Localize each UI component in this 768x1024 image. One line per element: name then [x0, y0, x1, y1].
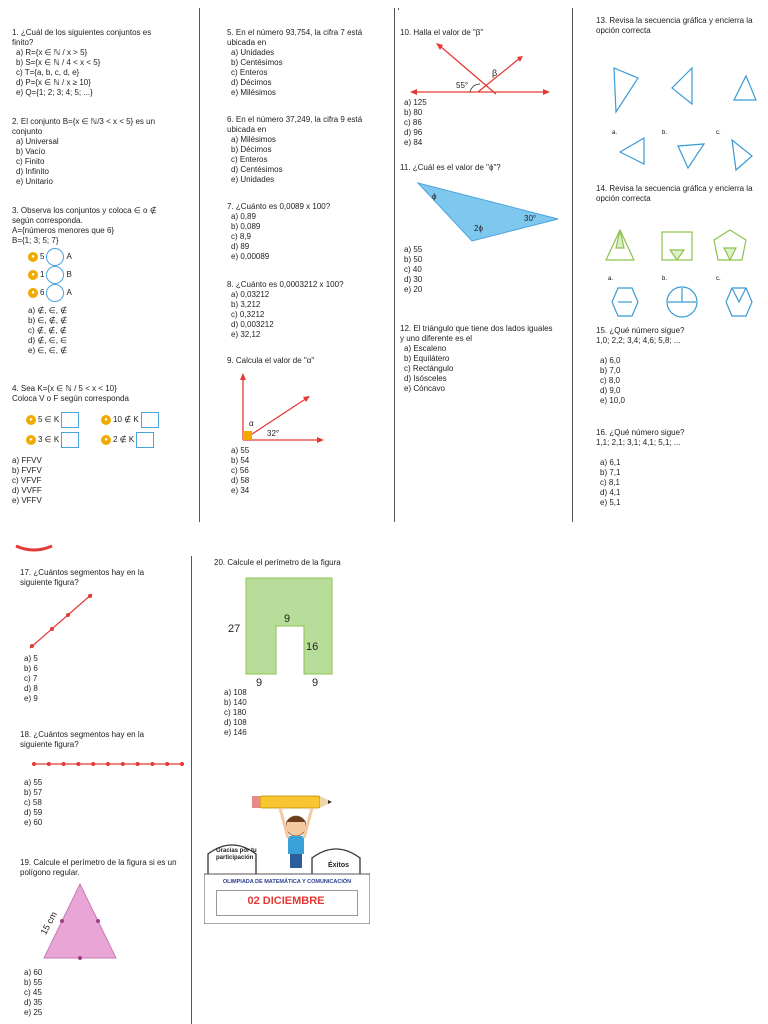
question-9 [227, 356, 392, 496]
vf-item: ● 10 ∉ K [101, 410, 176, 430]
question-19 [20, 858, 188, 1018]
banner-title: OLIMPIADA DE MATEMÁTICA Y COMUNICACIÓN [222, 879, 352, 885]
dim-label: 9 [256, 677, 263, 688]
option: d) VVFF [12, 486, 42, 495]
option: b) 6 [24, 664, 38, 673]
question-20 [214, 558, 394, 738]
option: e) 0,00089 [231, 252, 270, 261]
bullet-icon: ● [28, 252, 38, 262]
question-text: 3. Observa los conjuntos y coloca ∈ o ∉ según corresponda. A={números menores que 6} B={1; 3; 5; 7} [12, 206, 157, 245]
option: a) 108 [224, 688, 247, 697]
answer-box[interactable] [61, 432, 79, 448]
option: a) 60 [24, 968, 43, 977]
bullet-icon: ● [26, 435, 36, 445]
question-text: 8. ¿Cuánto es 0,0003212 x 100? [227, 280, 344, 289]
segment-point [32, 762, 36, 766]
option: e) VFFV [12, 496, 42, 505]
option: d) Centésimos [231, 165, 283, 174]
option: e) Milésimos [231, 88, 276, 97]
segment-point [91, 762, 95, 766]
segment-point [62, 762, 66, 766]
option: a) Milésimos [231, 135, 276, 144]
option: b) 80 [404, 108, 423, 117]
option: d) 89 [231, 242, 250, 251]
option-label: a. [608, 276, 614, 282]
option: a) 0,89 [231, 212, 256, 221]
option-label: c. [716, 276, 721, 282]
option: d) 4,1 [600, 488, 621, 497]
question-text: 2. El conjunto B={x ∈ ℕ/3 < x < 5} es un conjunto [12, 117, 156, 136]
segment-point [150, 762, 154, 766]
option: c) VFVF [12, 476, 42, 485]
option: a) 5 [24, 654, 38, 663]
event-date: 02 DICIEMBRE [247, 895, 325, 907]
option: a) 6,1 [600, 458, 621, 467]
option: b) FVFV [12, 466, 42, 475]
option: c) 40 [404, 265, 422, 274]
sequence-figure [596, 208, 764, 326]
side-label: 15 cm [38, 910, 59, 937]
option: c) 8,1 [600, 478, 621, 487]
segment-point [76, 762, 80, 766]
question-11 [400, 163, 570, 295]
option: c) 8,9 [231, 232, 252, 241]
option: e) 5,1 [600, 498, 621, 507]
question-text: 20. Calcule el perímetro de la figura [214, 558, 341, 567]
question-13 [596, 16, 764, 172]
question-14 [596, 184, 764, 326]
success-text: Éxitos [328, 862, 350, 869]
question-text: 19. Calcule el perímetro de la figura si es un polígono regular. [20, 858, 177, 877]
question-text: 10. Halla el valor de "β" [400, 28, 484, 37]
option: e) 20 [404, 285, 423, 294]
thanks-text: Gracias por tu participación [216, 848, 257, 861]
question-10 [400, 28, 570, 148]
option: d) 96 [404, 128, 423, 137]
question-text: 13. Revisa la secuencia gráfica y encierra la opción correcta [596, 16, 753, 35]
option: c) 180 [224, 708, 247, 717]
option: a) 0,03212 [231, 290, 270, 299]
question-8 [227, 280, 392, 340]
option: e) 25 [24, 1008, 43, 1017]
perimeter-figure [214, 570, 344, 688]
question-text: 7. ¿Cuánto es 0,0089 x 100? [227, 202, 331, 211]
segment-point [121, 762, 125, 766]
column-divider [398, 8, 399, 10]
option: d) P={x ∈ ℕ / x ≥ 10} [16, 78, 91, 87]
triangle-figure [400, 175, 565, 245]
question-5 [227, 28, 392, 98]
segments-figure [20, 588, 100, 654]
bullet-icon: ● [101, 415, 111, 425]
option: b) 7,0 [600, 366, 621, 375]
option: c) Rectángulo [404, 364, 454, 373]
alpha-label: α [249, 419, 254, 428]
option: a) Universal [16, 137, 59, 146]
angle-label: 2ϕ [474, 224, 483, 233]
option: e) 84 [404, 138, 423, 147]
question-text: 14. Revisa la secuencia gráfica y encierra la opción correcta [596, 184, 753, 203]
option: b) Décimos [231, 145, 272, 154]
option: b) 7,1 [600, 468, 621, 477]
option: e) Unidades [231, 175, 275, 184]
option: b) 50 [404, 255, 423, 264]
option: b) ∈, ∉, ∉ [28, 316, 68, 325]
option: e) 9 [24, 694, 38, 703]
segment-point [165, 762, 169, 766]
option: a) 6,0 [600, 356, 621, 365]
question-1 [12, 28, 197, 98]
option: c) 58 [24, 798, 42, 807]
question-17 [20, 568, 188, 704]
question-text: 17. ¿Cuántos segmentos hay en la siguiente figura? [20, 568, 145, 587]
option: c) T={a, b, c, d, e} [16, 68, 80, 77]
option: e) 10,0 [600, 396, 625, 405]
question-18 [20, 730, 188, 828]
bullet-icon: ● [101, 435, 111, 445]
option: a) 55 [231, 446, 250, 455]
question-7 [227, 202, 392, 262]
question-text: 4. Sea K={x ∈ ℕ / 5 < x < 10} Coloca V o F según corresponda [12, 384, 129, 403]
question-3 [12, 206, 197, 356]
question-6 [227, 115, 392, 185]
decorative-mark [14, 544, 54, 552]
option: c) Enteros [231, 68, 268, 77]
option: d) Décimos [231, 78, 272, 87]
option: b) 57 [24, 788, 43, 797]
option-label: b. [662, 130, 668, 136]
dim-label: 16 [306, 641, 319, 653]
beta-label: β [492, 68, 498, 78]
sequence-figure [596, 42, 764, 172]
column-divider [191, 556, 192, 1024]
question-text: 6. En el número 37,249, la cifra 9 está ubicada en [227, 115, 363, 134]
question-text: 12. El triángulo que tiene dos lados iguales y uno diferente es el [400, 324, 553, 343]
angle-label: 55° [456, 81, 469, 90]
question-text: 9. Calcula el valor de "α" [227, 356, 315, 365]
option: e) 60 [24, 818, 43, 827]
option: a) Escaleno [404, 344, 447, 353]
option: c) 0,3212 [231, 310, 265, 319]
answer-circle[interactable] [46, 248, 64, 266]
option: e) 34 [231, 486, 250, 495]
option: a) R={x ∈ ℕ / x > 5} [16, 48, 88, 57]
column-divider [394, 8, 395, 522]
option: c) 86 [404, 118, 422, 127]
option: c) ∉, ∉, ∉ [28, 326, 67, 335]
question-4 [12, 384, 197, 506]
set-row: ● 1 B [28, 266, 197, 284]
option: b) Equilátero [404, 354, 450, 363]
question-12 [400, 324, 570, 394]
option-label: c. [716, 130, 721, 136]
answer-box[interactable] [141, 412, 159, 428]
option: e) 32,12 [231, 330, 261, 339]
segment-point [47, 762, 51, 766]
option: d) 108 [224, 718, 247, 727]
option: e) 146 [224, 728, 247, 737]
vf-item: ● 2 ∉ K [101, 430, 176, 450]
option: d) ∉, ∈, ∈ [28, 336, 68, 345]
dim-label: 9 [312, 677, 319, 688]
answer-box[interactable] [136, 432, 154, 448]
option: d) 58 [231, 476, 250, 485]
event-banner [204, 784, 370, 924]
option: b) 55 [24, 978, 43, 987]
vf-item: ● 3 ∈ K [26, 430, 101, 450]
option: a) Unidades [231, 48, 275, 57]
answer-circle[interactable] [46, 284, 64, 302]
segment-point [136, 762, 140, 766]
segment-point [180, 762, 184, 766]
segments-figure [20, 750, 188, 778]
column-divider [572, 8, 573, 522]
option: a) FFVV [12, 456, 42, 465]
option: e) Cóncavo [404, 384, 445, 393]
question-text: 5. En el número 93,754, la cifra 7 está ubicada en [227, 28, 363, 47]
option: b) 3,212 [231, 300, 261, 309]
option: d) 35 [24, 998, 43, 1007]
option: d) Infinito [16, 167, 49, 176]
option: d) 0,003212 [231, 320, 274, 329]
angle-figure [400, 38, 550, 98]
set-row: ● 5 A [28, 248, 197, 266]
option: e) Q={1; 2; 3; 4; 5; ...} [16, 88, 93, 97]
option: b) 54 [231, 456, 250, 465]
option: b) 0,089 [231, 222, 261, 231]
option-label: a. [612, 130, 618, 136]
option: a) 55 [404, 245, 423, 254]
column-divider [199, 8, 200, 522]
question-15 [596, 326, 764, 406]
segment-point [106, 762, 110, 766]
option: c) Finito [16, 157, 45, 166]
triangle-figure [20, 878, 120, 968]
option: c) 8,0 [600, 376, 621, 385]
option: a) 55 [24, 778, 43, 787]
bullet-icon: ● [28, 288, 38, 298]
answer-circle[interactable] [46, 266, 64, 284]
angle-figure [227, 370, 327, 446]
question-text: 18. ¿Cuántos segmentos hay en la siguiente figura? [20, 730, 145, 749]
option: d) 8 [24, 684, 38, 693]
dim-label: 27 [228, 623, 241, 635]
angle-label: 32° [267, 429, 280, 438]
answer-box[interactable] [61, 412, 79, 428]
option: b) Vacío [16, 147, 46, 156]
option: d) 59 [24, 808, 43, 817]
option: c) Enteros [231, 155, 268, 164]
bullet-icon: ● [28, 270, 38, 280]
question-text: 1. ¿Cuál de los siguientes conjuntos es finito? [12, 28, 152, 47]
option: b) Centésimos [231, 58, 283, 67]
question-text: 15. ¿Qué número sigue? 1,0; 2,2; 3,4; 4,6; 5,8; ... [596, 326, 685, 345]
option: c) 7 [24, 674, 38, 683]
angle-label: 30° [524, 214, 537, 223]
option: a) ∉, ∈, ∉ [28, 306, 68, 315]
option: d) 30 [404, 275, 423, 284]
option: e) Unitario [16, 177, 53, 186]
option: a) 125 [404, 98, 427, 107]
question-16 [596, 428, 764, 508]
option: c) 56 [231, 466, 249, 475]
option: b) S={x ∈ ℕ / 4 < x < 5} [16, 58, 101, 67]
dim-label: 9 [284, 613, 291, 625]
option-label: b. [662, 276, 668, 282]
option: b) 140 [224, 698, 247, 707]
bullet-icon: ● [26, 415, 36, 425]
question-2 [12, 117, 197, 187]
phi-label: ϕ [432, 192, 437, 201]
vf-item: ● 5 ∈ K [26, 410, 101, 430]
question-text: 11. ¿Cuál es el valor de "ϕ"? [400, 163, 501, 172]
question-text: 16. ¿Qué número sigue? 1,1; 2,1; 3,1; 4,1; 5,1; ... [596, 428, 685, 447]
option: c) 45 [24, 988, 42, 997]
set-row: ● 6 A [28, 284, 197, 302]
option: e) ∈, ∈, ∉ [28, 346, 68, 355]
option: d) Isósceles [404, 374, 447, 383]
option: d) 9,0 [600, 386, 621, 395]
